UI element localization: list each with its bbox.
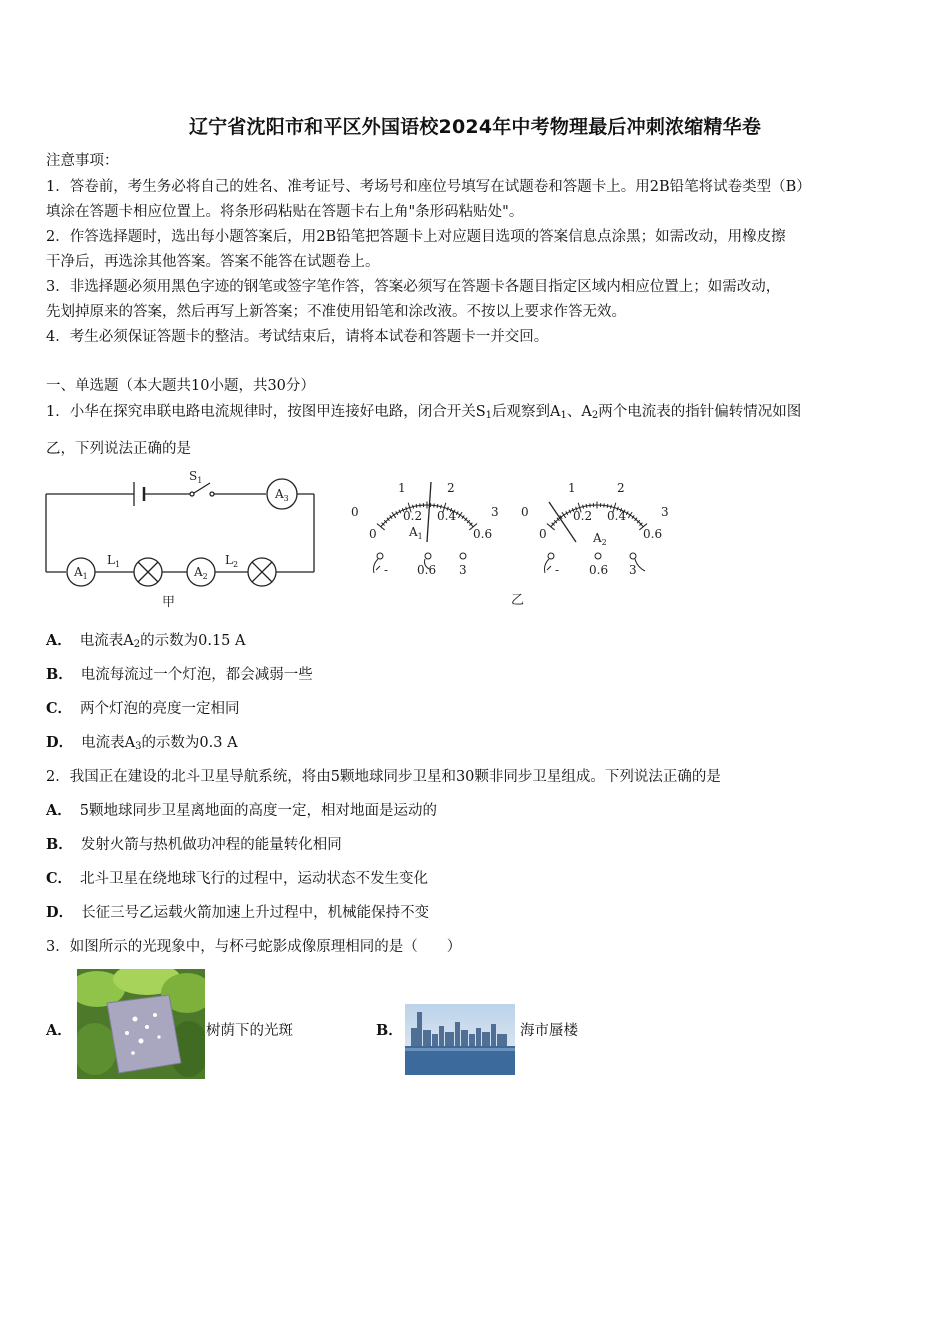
svg-text:0.6: 0.6 (643, 527, 663, 541)
notice-line: 4．考生必须保证答题卡的整洁。考试结束后，请将本试卷和答题卡一并交回。 (46, 329, 549, 345)
svg-text:2: 2 (447, 481, 455, 495)
figure-label-yi: 乙 (511, 593, 525, 608)
dial-tick (628, 512, 632, 518)
svg-text:3: 3 (629, 563, 637, 577)
q1-option-c[interactable]: C． 两个灯泡的亮度一定相同 (46, 700, 240, 717)
dial-tick (458, 512, 462, 518)
ammeter-a2-pointer (549, 502, 576, 542)
notice-line: 2．作答选择题时，选出每小题答案后，用2B铅笔把答题卡上对应题目选项的答案信息点涂黑；如需改动，用橡皮擦 (46, 229, 786, 245)
svg-text:0: 0 (539, 527, 547, 541)
notice-line: 先划掉原来的答案，然后再写上新答案；不准使用铅笔和涂改液。不按以上要求作答无效。 (46, 304, 626, 320)
page-title: 辽宁省沈阳市和平区外国语校2024年中考物理最后冲刺浓缩精华卷 (188, 116, 762, 138)
svg-text:0.4: 0.4 (437, 509, 457, 523)
q1-option-a[interactable]: A． 电流表$A_2$的示数为0.15 A (46, 632, 246, 650)
svg-text:0.6: 0.6 (589, 563, 609, 577)
q2-option-c[interactable]: C． 北斗卫星在绕地球飞行的过程中，运动状态不发生变化 (46, 870, 429, 887)
dial-tick (440, 505, 441, 509)
svg-text:0.6: 0.6 (417, 563, 437, 577)
ammeter-a2-name: $A_2$ (593, 531, 607, 547)
question-1-stem: 1．小华在探究串联电路电流规律时，按图甲连接好电路，闭合开关$S_1$后观察到$A_1$、$A_2$两个电流表的指针偏转情况如图 (46, 404, 802, 421)
lamp-l2-label: $L_2$ (225, 553, 239, 569)
figure-label-jia: 甲 (162, 595, 176, 610)
svg-text:-: - (555, 563, 560, 577)
svg-text:1: 1 (568, 481, 576, 495)
svg-text:1: 1 (398, 481, 406, 495)
question-2-stem: 2．我国正在建设的北斗卫星导航系统，将由5颗地球同步卫星和30颗非同步卫星组成。下列说法正确的是 (46, 769, 721, 785)
dial-tick (437, 504, 438, 508)
svg-text:3: 3 (661, 505, 669, 519)
q2-option-a[interactable]: A． 5颗地球同步卫星离地面的高度一定，相对地面是运动的 (46, 802, 437, 819)
dial-tick (413, 505, 414, 509)
section-heading: 一、单选题（本大题共10小题，共30分） (46, 378, 315, 394)
ammeter-a1-name: $A_1$ (409, 525, 423, 541)
svg-text:0: 0 (351, 505, 359, 519)
svg-text:0: 0 (369, 527, 377, 541)
notice-line: 干净后，再选涂其他答案。答案不能答在试题卷上。 (46, 254, 380, 270)
svg-text:0: 0 (521, 505, 529, 519)
dial-tick (562, 512, 566, 518)
svg-text:2: 2 (617, 481, 625, 495)
ammeter-a1-pointer (427, 482, 431, 542)
svg-text:0.6: 0.6 (473, 527, 493, 541)
q2-option-d[interactable]: D． 长征三号乙运载火箭加速上升过程中，机械能保持不变 (46, 904, 430, 921)
q3-option-b-label[interactable]: B． (376, 1022, 403, 1039)
leaf-shadow-photo (77, 969, 205, 1079)
q3-option-a-label[interactable]: A． (46, 1022, 72, 1039)
svg-text:-: - (384, 563, 389, 577)
notice-line: 填涂在答题卡相应位置上。将条形码粘贴在答题卡右上角"条形码粘贴处"。 (46, 204, 524, 220)
circuit-diagram (40, 466, 330, 616)
lamp-l1-label: $L_1$ (107, 553, 121, 569)
svg-text:0.4: 0.4 (607, 509, 627, 523)
q1-option-d[interactable]: D． 电流表$A_3$的示数为0.3 A (46, 734, 238, 752)
dial-tick (416, 504, 417, 508)
q2-option-b[interactable]: B． 发射火箭与热机做功冲程的能量转化相同 (46, 836, 342, 853)
dial-tick (583, 505, 584, 509)
notice-line: 1．答卷前，考生务必将自己的姓名、准考证号、考场号和座位号填写在试题卷和答题卡上。用2B铅笔将试卷类型（B） (46, 179, 811, 195)
q3-option-a-caption: 树荫下的光斑 (206, 1023, 293, 1039)
dial-tick (586, 504, 587, 508)
notice-line: 3．非选择题必须用黑色字迹的钢笔或签字笔作答，答案必须写在答题卡各题目指定区域内相应位置上；如需改动， (46, 279, 781, 295)
svg-text:3: 3 (491, 505, 499, 519)
svg-text:0.2: 0.2 (403, 509, 423, 523)
question-1-stem-cont: 乙，下列说法正确的是 (46, 441, 191, 457)
switch-label: $S_1$ (189, 469, 203, 485)
dial-tick (392, 512, 396, 518)
dial-tick (610, 505, 611, 509)
ammeter-a1-dial (351, 481, 499, 577)
q3-option-b-caption: 海市蜃楼 (520, 1023, 578, 1039)
svg-text:0.2: 0.2 (573, 509, 593, 523)
ammeter-dials (345, 470, 685, 615)
question-3-stem: 3．如图所示的光现象中，与杯弓蛇影成像原理相同的是（ ） (46, 939, 462, 955)
ammeter-a1-label: $A_1$ (74, 565, 88, 581)
ammeter-a3-label: $A_3$ (275, 487, 289, 503)
svg-text:3: 3 (459, 563, 467, 577)
q1-option-b[interactable]: B． 电流每流过一个灯泡，都会减弱一些 (46, 666, 313, 683)
dial-tick (607, 504, 608, 508)
notice-heading: 注意事项： (46, 153, 119, 169)
mirage-photo (405, 1004, 515, 1075)
ammeter-a2-label: $A_2$ (194, 565, 208, 581)
ammeter-a2-dial (521, 481, 669, 577)
